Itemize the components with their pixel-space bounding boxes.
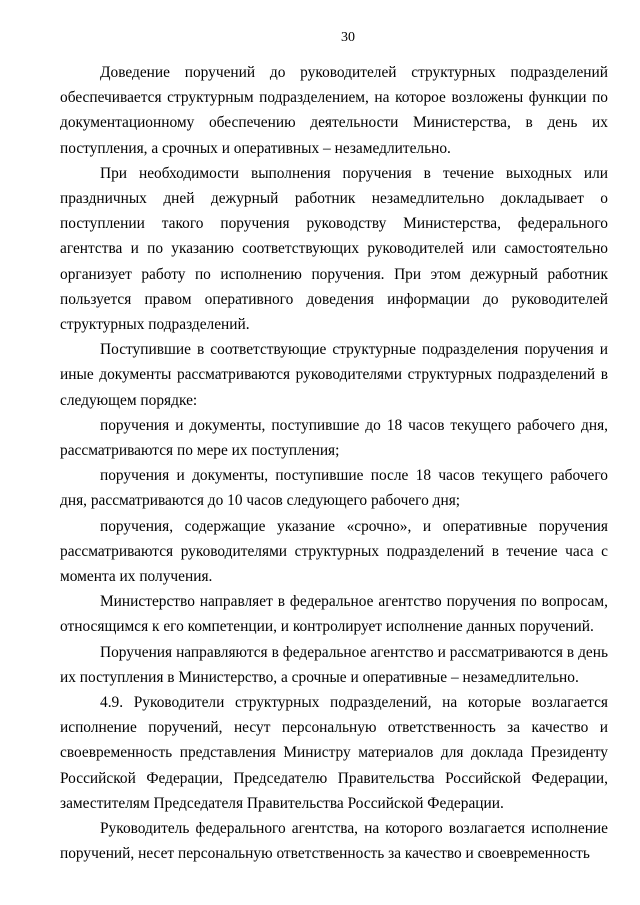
- paragraph-before-18: поручения и документы, поступившие до 18 часов текущего рабочего дня, рассматриваются по мере их поступления;: [60, 416, 608, 460]
- paragraph-agency-receives: Поручения направляются в федеральное агентство и рассматриваются в день их поступления в Министерство, а срочные и оперативные – незамедлительно.: [60, 643, 608, 686]
- paragraph-ministry-sends: Министерство направляет в федеральное агентство поручения по вопросам, относящимся к его компетенции, и контролирует исполнение данных поручений.: [60, 593, 608, 636]
- paragraph-section-4-9: 4.9. Руководители структурных подразделений, на которые возлагается исполнение поручений, несут персональную ответственность за качество и своевременность представления Министру материалов для доклада Президенту Российской Федерации, Председателю Правительства Российской Федерации, заместителям Председателя Правительства Российской Федерации.: [60, 694, 608, 812]
- paragraph-after-18: поручения и документы, поступившие после 18 часов текущего рабочего дня, рассматриваются до 10 часов следующего рабочего дня;: [60, 467, 608, 510]
- paragraph-delivery-of-instructions: Доведение поручений до руководителей структурных подразделений обеспечивается структурным подразделением, на которое возложены функции по документационному обеспечению деятельности Министерства, в день их поступления, а срочных и оперативных – незамедлительно.: [60, 64, 608, 157]
- paragraph-weekend-duty: При необходимости выполнения поручения в течение выходных или праздничных дней дежурный работник незамедлительно докладывает о поступлении такого поручения руководству Министерства, федерального агентства и по указанию соответствующих руководителей или самостоятельно организует работу по исполнению поручения. При этом дежурный работник пользуется правом оперативного доведения информации до руководителей структурных подразделений.: [60, 164, 608, 334]
- paragraph-review-order: Поступившие в соответствующие структурные подразделения поручения и иные документы рассматриваются руководителями структурных подразделений в следующем порядке:: [60, 341, 608, 409]
- page-number: 30: [341, 30, 355, 45]
- paragraph-agency-head-responsibility: Руководитель федерального агентства, на которого возлагается исполнение поручений, несет персональную ответственность за качество и своевременность: [60, 820, 608, 863]
- paragraph-urgent: поручения, содержащие указание «срочно», и оперативные поручения рассматриваются руководителями структурных подразделений в течение часа с момента их получения.: [60, 517, 608, 586]
